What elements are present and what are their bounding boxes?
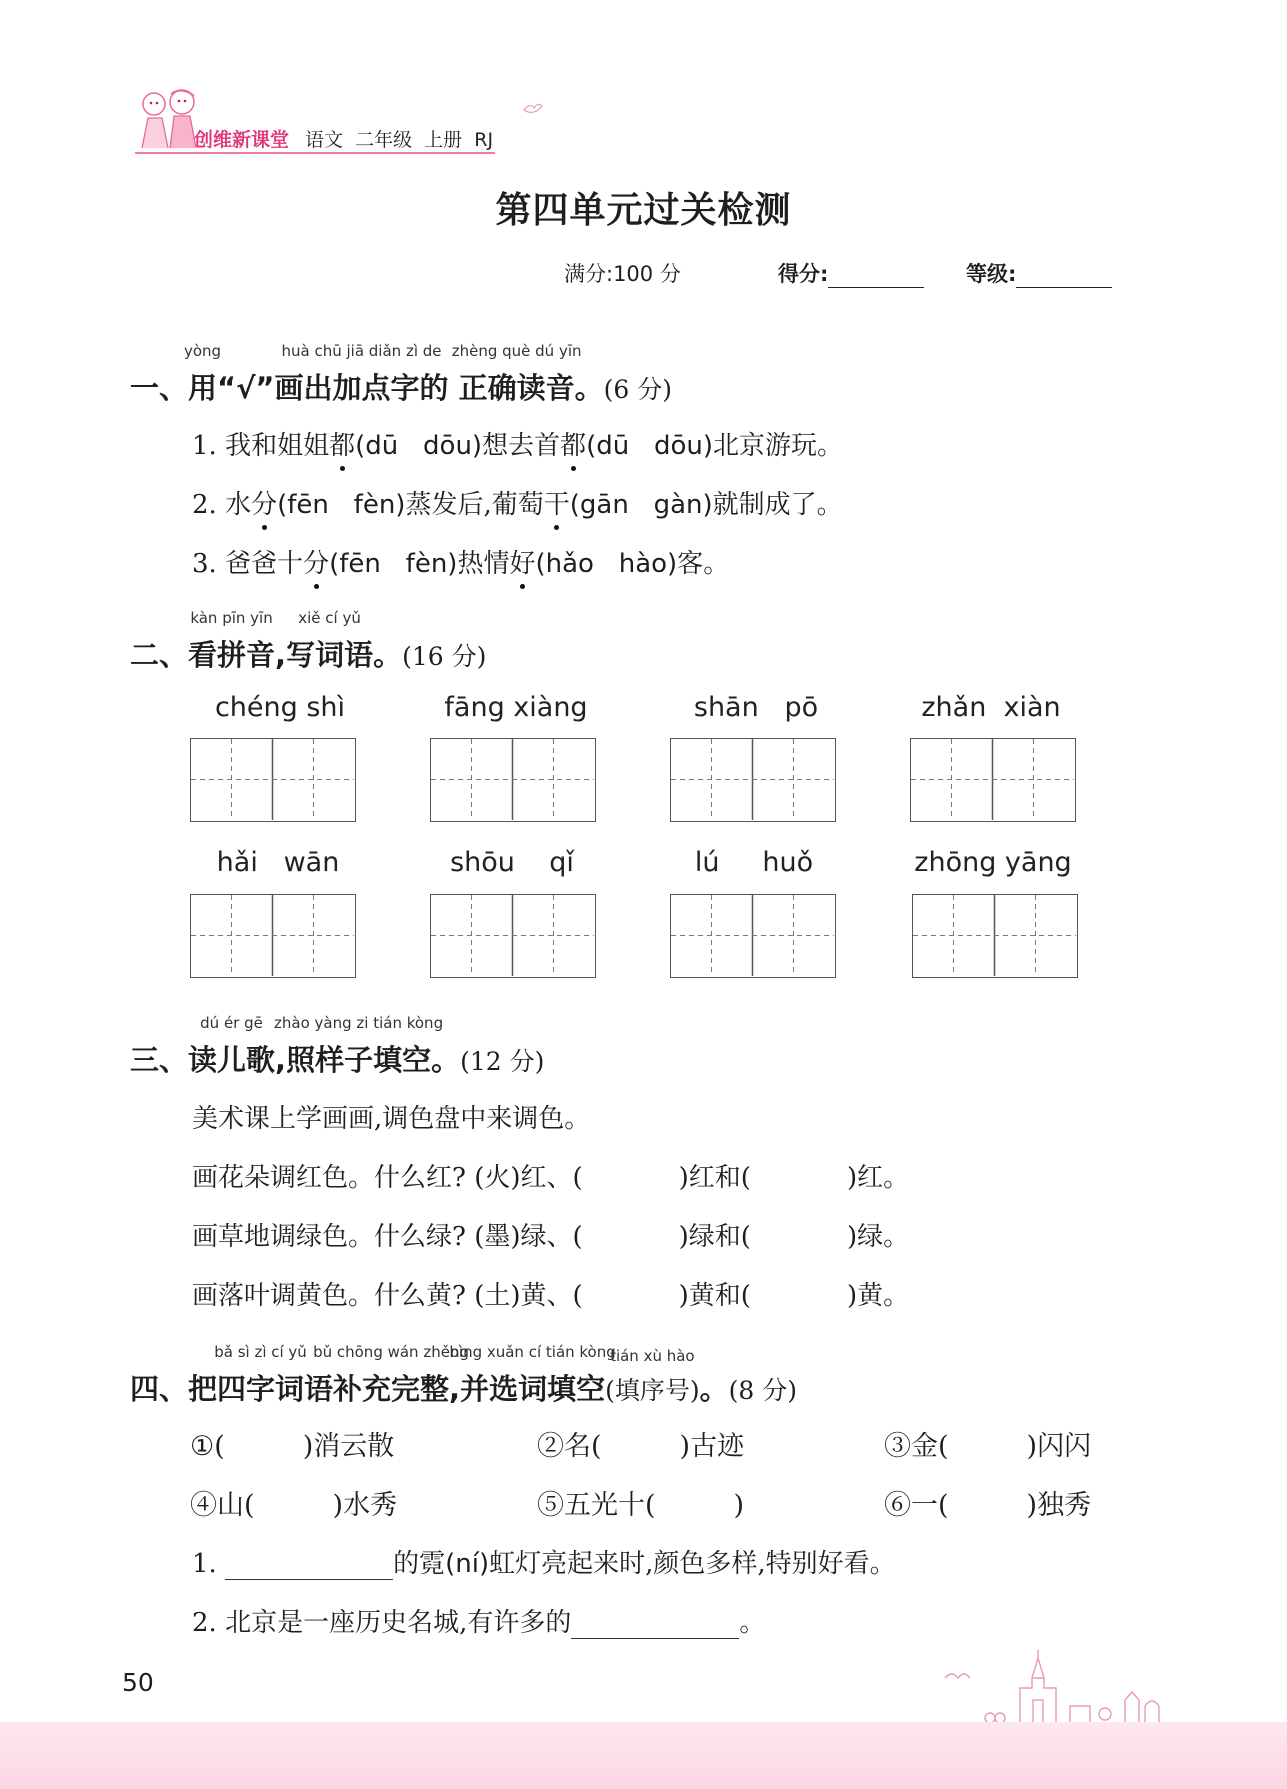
- section-number: 四、: [130, 1372, 189, 1406]
- section-number: 一、: [130, 371, 189, 405]
- bird-icon: [522, 100, 544, 116]
- idiom-item: ④山( )水秀: [190, 1490, 398, 1521]
- ruby-word: 把四字词语 bǎ sì zì cí yǔ: [188, 1343, 334, 1406]
- answer-blank[interactable]: [225, 1437, 303, 1463]
- answer-blank[interactable]: [255, 1496, 333, 1522]
- section-number: 二、: [130, 638, 189, 672]
- page-number: 50: [122, 1668, 154, 1697]
- section-points: (8 分): [728, 1376, 797, 1405]
- rhyme-row: 画落叶调黄色。什么黄? (土)黄、( )黄和( )黄。: [192, 1281, 910, 1311]
- section-points: (6 分): [603, 375, 673, 404]
- full-score: 满分:100 分: [564, 262, 681, 286]
- pinyin-label: chéng shì: [214, 692, 346, 723]
- ruby-word: 正确读音 zhèng què dú yīn: [451, 342, 582, 405]
- dotted-char: 都: [329, 425, 355, 462]
- ruby-word: 并选词填空 bìng xuǎn cí tián kòng: [449, 1343, 616, 1406]
- answer-blank[interactable]: [751, 1286, 847, 1312]
- answer-blank[interactable]: [583, 1168, 679, 1194]
- pinyin-choice[interactable]: (dū dōu): [355, 431, 483, 461]
- section-4-heading: 四、把四字词语 bǎ sì zì cí yǔ 补充完整 bǔ chōng wán zhěng ,并选词填空 bìng xuǎn cí tián kòng (填序号) tián xù hào 。(8 分): [130, 1343, 797, 1406]
- answer-blank[interactable]: [949, 1437, 1027, 1463]
- brand-name: 创维新课堂: [194, 129, 290, 151]
- rhyme-row: 画草地调绿色。什么绿? (墨)绿、( )绿和( )绿。: [192, 1222, 910, 1252]
- score-field[interactable]: [778, 258, 924, 288]
- answer-blank[interactable]: [225, 1553, 393, 1580]
- idiom-item: ①( )消云散: [190, 1431, 395, 1462]
- writing-grid[interactable]: [190, 738, 356, 822]
- pinyin-label: fāng xiàng: [444, 692, 588, 723]
- grade-label: 等级:: [966, 262, 1017, 286]
- ruby-word: 读儿歌 dú ér gē: [188, 1014, 276, 1077]
- pinyin-choice[interactable]: (fēn fèn): [277, 490, 406, 520]
- check-symbol: “√”: [217, 371, 275, 405]
- ruby-word: 写词语 xiě cí yǔ: [286, 609, 374, 672]
- fill-sentence-1: 1. 的霓(ní)虹灯亮起来时,颜色多样,特别好看。: [192, 1549, 896, 1579]
- pinyin-label: hǎi wān: [216, 847, 340, 878]
- dotted-char: 干: [544, 484, 570, 521]
- answer-blank[interactable]: [583, 1286, 679, 1312]
- section-2-heading: 二、看拼音 kàn pīn yīn ,写词语 xiě cí yǔ 。(16 分): [130, 609, 487, 672]
- section-points: (16 分): [402, 642, 487, 671]
- writing-grid[interactable]: [190, 894, 356, 978]
- pinyin-choice[interactable]: (gān gàn): [569, 490, 713, 520]
- pinyin-label: zhǎn xiàn: [921, 692, 1061, 723]
- castle-illustration-icon: [940, 1648, 1180, 1726]
- answer-blank[interactable]: [583, 1227, 679, 1253]
- answer-blank[interactable]: [602, 1437, 680, 1463]
- question-1-1: 1. 我和姐姐都(dū dōu)想去首都(dū dōu)北京游玩。: [192, 425, 843, 462]
- writing-grid[interactable]: [912, 894, 1078, 978]
- ruby-word: 用 yòng: [183, 342, 222, 405]
- ruby-word: 补充完整 bǔ chōng wán zhěng: [313, 1343, 469, 1406]
- pinyin-choice[interactable]: (hǎo hào): [535, 549, 678, 579]
- pinyin-choice[interactable]: (fēn fèn): [329, 549, 458, 579]
- writing-grid[interactable]: [670, 894, 836, 978]
- dotted-char: 都: [560, 425, 586, 462]
- ruby-word: 画出加点字的 huà chū jiā diǎn zì de: [274, 342, 449, 405]
- question-1-3: 3. 爸爸十分(fēn fèn)热情好(hǎo hào)客。: [192, 543, 729, 580]
- grade-field[interactable]: [966, 258, 1112, 288]
- answer-blank[interactable]: [571, 1612, 739, 1639]
- answer-blank[interactable]: [751, 1227, 847, 1253]
- pinyin-label: zhōng yāng: [914, 847, 1072, 878]
- answer-blank[interactable]: [656, 1496, 734, 1522]
- writing-grid[interactable]: [430, 894, 596, 978]
- score-label: 得分:: [778, 262, 829, 286]
- fill-sentence-2: 2. 北京是一座历史名城,有许多的 。: [192, 1608, 766, 1638]
- dotted-char: 分: [303, 543, 329, 580]
- dotted-char: 分: [251, 484, 277, 521]
- book-info: 语文 二年级 上册 RJ: [305, 129, 494, 151]
- pinyin-label: lú huǒ: [694, 847, 814, 878]
- footer-band: [0, 1722, 1287, 1789]
- ruby-word: 看拼音 kàn pīn yīn: [188, 609, 276, 672]
- rhyme-row: 画花朵调红色。什么红? (火)红、( )红和( )红。: [192, 1163, 910, 1193]
- pinyin-label: shōu qǐ: [450, 847, 574, 878]
- section-number: 三、: [130, 1043, 189, 1077]
- idiom-item: ⑥一( )独秀: [884, 1490, 1092, 1521]
- section-points: (12 分): [460, 1047, 545, 1076]
- question-1-2: 2. 水分(fēn fèn)蒸发后,葡萄干(gān gàn)就制成了。: [192, 484, 843, 521]
- ruby-word: 照样子填空 zhào yàng zi tián kòng: [274, 1014, 444, 1077]
- writing-grid[interactable]: [910, 738, 1076, 822]
- idiom-item: ⑤五光十( ): [537, 1490, 745, 1521]
- pinyin-choice[interactable]: (dū dōu): [586, 431, 714, 461]
- answer-blank[interactable]: [751, 1168, 847, 1194]
- section-1-heading: 一、用 yòng “√”画出加点字的 huà chū jiā diǎn zì de 正确读音 zhèng què dú yīn 。(6 分): [130, 342, 673, 405]
- page-title: 第四单元过关检测: [495, 190, 792, 231]
- header-rule: [135, 152, 495, 154]
- idiom-item: ②名( )古迹: [537, 1431, 745, 1462]
- writing-grid[interactable]: [670, 738, 836, 822]
- section-3-heading: 三、读儿歌 dú ér gē ,照样子填空 zhào yàng zi tián kòng 。(12 分): [130, 1014, 545, 1077]
- rhyme-intro: 美术课上学画画,调色盘中来调色。: [192, 1104, 591, 1134]
- ruby-word: (填序号) tián xù hào: [605, 1347, 700, 1405]
- writing-grid[interactable]: [430, 738, 596, 822]
- idiom-item: ③金( )闪闪: [884, 1431, 1092, 1462]
- pinyin-label: shān pō: [693, 692, 819, 723]
- dotted-char: 好: [509, 543, 535, 580]
- answer-blank[interactable]: [949, 1496, 1027, 1522]
